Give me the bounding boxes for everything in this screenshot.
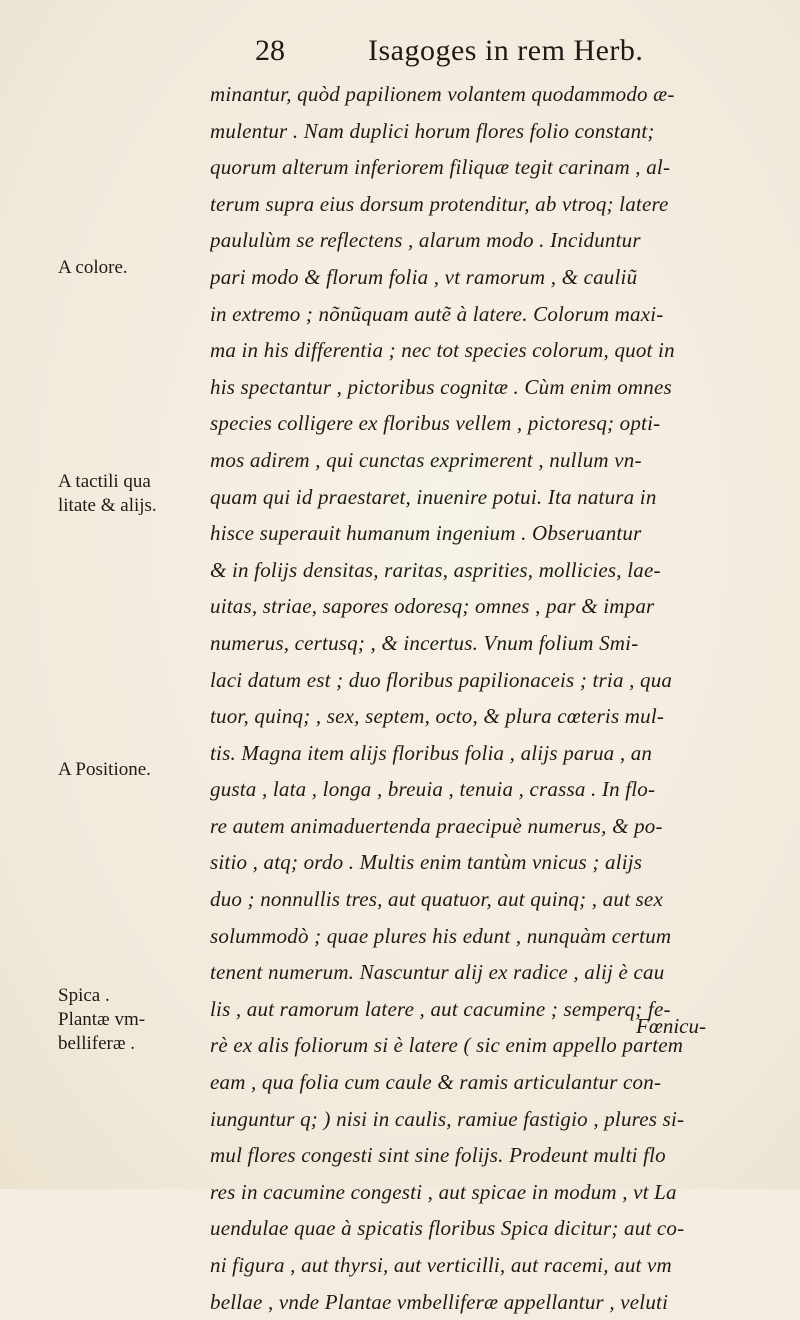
margin-note-colore: [58, 256, 128, 280]
text-line: lis , aut ramorum latere , aut cacumine ; semperq; fe-: [210, 996, 671, 1021]
text-line: bellae , vnde Plantae vmbelliferæ appellantur , veluti: [210, 1289, 669, 1314]
text-line: laci datum est ; duo floribus papilionaceis ; tria , qua: [210, 667, 673, 692]
text-line: res in cacumine congesti , aut spicae in modum , vt La: [210, 1179, 677, 1204]
text-line: tenent numerum. Nascuntur alij ex radice , alij è cau: [210, 960, 665, 985]
margin-note-line: Plantæ vm-: [58, 1009, 146, 1030]
text-line: & in folijs densitas, raritas, asprities, mollicies, lae-: [210, 557, 661, 582]
body-text: [210, 76, 772, 1320]
margin-note-line: Spica .: [58, 985, 110, 1006]
text-line: duo ; nonnullis tres, aut quatuor, aut quinq; , aut sex: [210, 887, 663, 912]
text-line: gusta , lata , longa , breuia , tenuia , crassa . In flo-: [210, 777, 656, 802]
text-line: ma in his differentia ; nec tot species colorum, quot in: [210, 338, 675, 363]
text-line: uitas, striae, sapores odoresq; omnes , par & impar: [210, 594, 655, 619]
catchword: Fœnicu-: [636, 1014, 706, 1038]
text-line: mul flores congesti sint sine folijs. Prodeunt multi flo: [210, 1143, 666, 1168]
text-line: minantur, quòd papilionem volantem quodammodo æ-: [210, 82, 675, 106]
text-line: hisce superauit humanum ingenium . Obseruantur: [210, 521, 642, 546]
page-number: 28: [255, 34, 285, 67]
text-line: terum supra eius dorsum protenditur, ab vtroq; latere: [210, 191, 669, 216]
text-line: sitio , atq; ordo . Multis enim tantùm vnicus ; alijs: [210, 850, 643, 875]
text-line: tis. Magna item alijs floribus folia , alijs parua , an: [210, 740, 653, 765]
text-line: species colligere ex floribus vellem , pictoresq; opti-: [210, 411, 661, 436]
running-head: Isagoges in rem Herb.: [368, 34, 644, 67]
text-line: solummodò ; quae plures his edunt , nunquàm certum: [210, 923, 672, 948]
text-line: his spectantur , pictoribus cognitæ . Cùm enim omnes: [210, 374, 672, 399]
margin-note-line: A tactili qua: [58, 471, 151, 492]
margin-note-line: litate & alijs.: [58, 495, 157, 516]
text-line: mulentur . Nam duplici horum flores folio constant;: [210, 118, 655, 143]
text-line: quam qui id praestaret, inuenire potui. Ita natura in: [210, 484, 657, 509]
margin-note-tactili: [58, 470, 157, 518]
text-line: quorum alterum inferiorem filiquæ tegit carinam , al-: [210, 155, 671, 180]
text-line: paululùm se reflectens , alarum modo . Inciduntur: [210, 228, 641, 253]
margin-note-line: A Positione.: [58, 759, 151, 780]
text-line: numerus, certusq; , & incertus. Vnum folium Smi-: [210, 630, 639, 655]
text-line: pari modo & florum folia , vt ramorum , & cauliũ: [210, 264, 638, 289]
margin-note-spica: [58, 984, 145, 1056]
text-line: eam , qua folia cum caule & ramis articulantur con-: [210, 1070, 662, 1095]
margin-note-positione: [58, 758, 151, 782]
text-line: iunguntur q; ) nisi in caulis, ramiue fastigio , plures si-: [210, 1106, 685, 1131]
margin-note-line: belliferæ .: [58, 1033, 136, 1054]
text-line: re autem animaduertenda praecipuè numerus, & po-: [210, 813, 663, 838]
text-line: rè ex alis foliorum si è latere ( sic enim appello partem: [210, 1033, 684, 1058]
text-line: tuor, quinq; , sex, septem, octo, & plura cœteris mul-: [210, 704, 665, 729]
margin-note-line: A colore.: [58, 257, 128, 278]
page-header: [0, 30, 800, 80]
text-line: mos adirem , qui cunctas exprimerent , nullum vn-: [210, 447, 642, 472]
text-line: uendulae quae à spicatis floribus Spica dicitur; aut co-: [210, 1216, 685, 1241]
text-line: ni figura , aut thyrsi, aut verticilli, aut racemi, aut vm: [210, 1253, 672, 1277]
text-line: in extremo ; nõnũquam autẽ à latere. Colorum maxi-: [210, 301, 664, 326]
